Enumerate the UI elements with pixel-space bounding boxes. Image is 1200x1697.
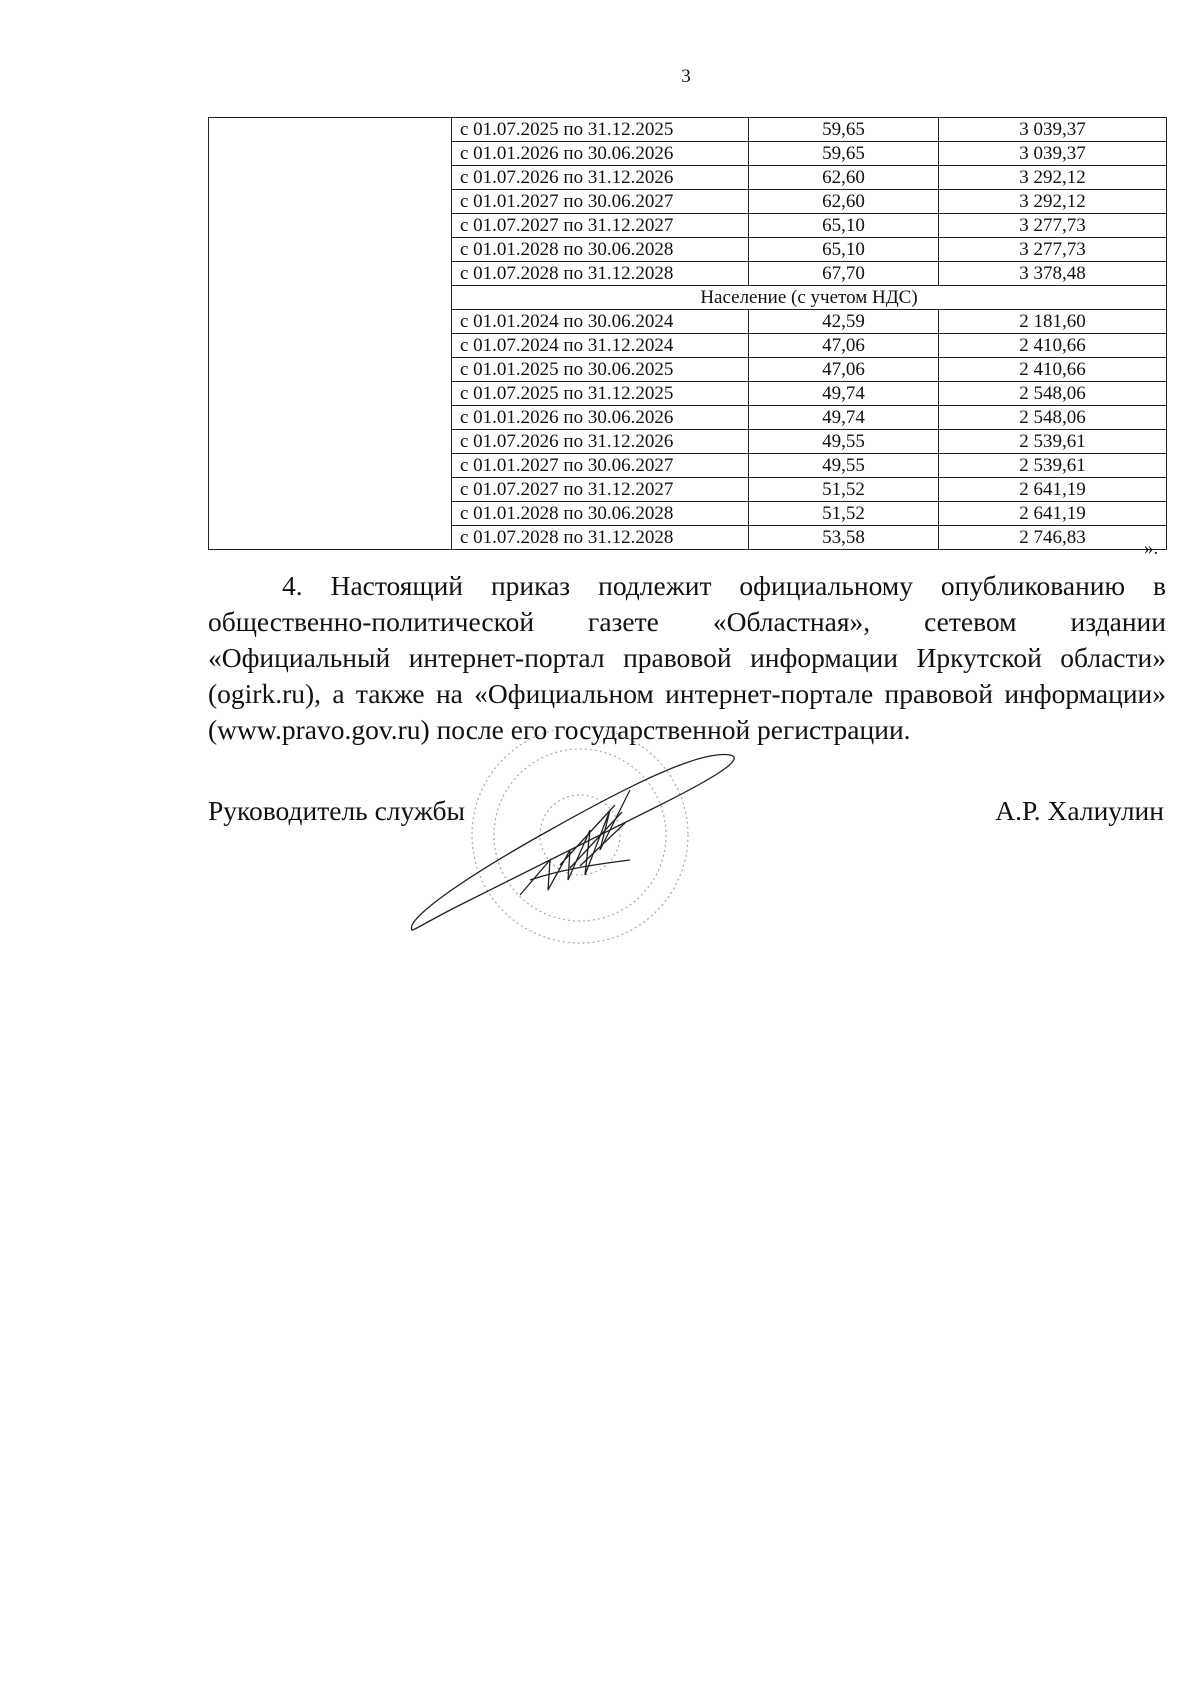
period-cell: с 01.07.2026 по 31.12.2026: [452, 430, 749, 454]
period-cell: с 01.07.2028 по 31.12.2028: [452, 526, 749, 550]
tariff-value-cell: 3 292,12: [939, 166, 1167, 190]
seal-and-signature: [400, 730, 740, 960]
official-seal: [472, 730, 688, 943]
period-cell: с 01.01.2025 по 30.06.2025: [452, 358, 749, 382]
tariff-value-cell: 2 410,66: [939, 358, 1167, 382]
tariff-value-cell: 3 039,37: [939, 118, 1167, 142]
tariff-value-cell: 53,58: [749, 526, 939, 550]
tariff-value-cell: 65,10: [749, 238, 939, 262]
tariff-value-cell: 59,65: [749, 142, 939, 166]
tariff-value-cell: 59,65: [749, 118, 939, 142]
tariff-value-cell: 62,60: [749, 190, 939, 214]
period-cell: с 01.01.2026 по 30.06.2026: [452, 406, 749, 430]
paragraph-text: 4. Настоящий приказ подлежит официальному опубликованию в общественно-политической газете «Областная», сетевом издании «Официальный интернет-портал правовой информации Иркутской области» (ogirk.ru), а также на «Официальном интернет-портале правовой информации» (www.pravo.gov.ru) после его государственной регистрации.: [208, 570, 1166, 745]
period-cell: с 01.01.2026 по 30.06.2026: [452, 142, 749, 166]
tariff-value-cell: 49,74: [749, 382, 939, 406]
tariff-value-cell: 3 292,12: [939, 190, 1167, 214]
tariff-value-cell: 49,55: [749, 454, 939, 478]
table-left-blank-cell: [209, 118, 452, 550]
section-label-cell: Население (с учетом НДС): [452, 286, 1167, 310]
closing-quote: ».: [1144, 538, 1159, 559]
tariff-value-cell: 2 641,19: [939, 502, 1167, 526]
tariff-value-cell: 47,06: [749, 334, 939, 358]
period-cell: с 01.01.2027 по 30.06.2027: [452, 454, 749, 478]
tariff-value-cell: 42,59: [749, 310, 939, 334]
tariff-value-cell: 49,74: [749, 406, 939, 430]
period-cell: с 01.01.2028 по 30.06.2028: [452, 502, 749, 526]
period-cell: с 01.07.2025 по 31.12.2025: [452, 118, 749, 142]
signer-name: А.Р. Халиулин: [995, 795, 1164, 826]
tariff-value-cell: 2 181,60: [939, 310, 1167, 334]
tariff-table: [208, 117, 1167, 550]
tariff-value-cell: 3 378,48: [939, 262, 1167, 286]
tariff-value-cell: 2 548,06: [939, 406, 1167, 430]
tariff-value-cell: 2 410,66: [939, 334, 1167, 358]
period-cell: с 01.01.2027 по 30.06.2027: [452, 190, 749, 214]
period-cell: с 01.07.2026 по 31.12.2026: [452, 166, 749, 190]
period-cell: с 01.07.2027 по 31.12.2027: [452, 478, 749, 502]
tariff-value-cell: 51,52: [749, 502, 939, 526]
period-cell: с 01.07.2028 по 31.12.2028: [452, 262, 749, 286]
tariff-value-cell: 51,52: [749, 478, 939, 502]
table-row: [209, 118, 1167, 142]
tariff-value-cell: 3 277,73: [939, 238, 1167, 262]
publication-paragraph: [208, 568, 1166, 748]
tariff-value-cell: 2 548,06: [939, 382, 1167, 406]
tariff-value-cell: 2 641,19: [939, 478, 1167, 502]
period-cell: с 01.07.2027 по 31.12.2027: [452, 214, 749, 238]
page-number: 3: [681, 66, 691, 87]
tariff-value-cell: 2 746,83: [939, 526, 1167, 550]
tariff-table-body: [209, 118, 1167, 550]
tariff-value-cell: 65,10: [749, 214, 939, 238]
period-cell: с 01.07.2025 по 31.12.2025: [452, 382, 749, 406]
tariff-value-cell: 49,55: [749, 430, 939, 454]
period-cell: с 01.01.2028 по 30.06.2028: [452, 238, 749, 262]
handwritten-signature: [411, 755, 734, 930]
tariff-value-cell: 62,60: [749, 166, 939, 190]
tariff-value-cell: 2 539,61: [939, 454, 1167, 478]
tariff-value-cell: 3 277,73: [939, 214, 1167, 238]
tariff-value-cell: 67,70: [749, 262, 939, 286]
signer-title: Руководитель службы: [208, 795, 466, 826]
tariff-value-cell: 3 039,37: [939, 142, 1167, 166]
period-cell: с 01.01.2024 по 30.06.2024: [452, 310, 749, 334]
tariff-value-cell: 47,06: [749, 358, 939, 382]
period-cell: с 01.07.2024 по 31.12.2024: [452, 334, 749, 358]
tariff-value-cell: 2 539,61: [939, 430, 1167, 454]
